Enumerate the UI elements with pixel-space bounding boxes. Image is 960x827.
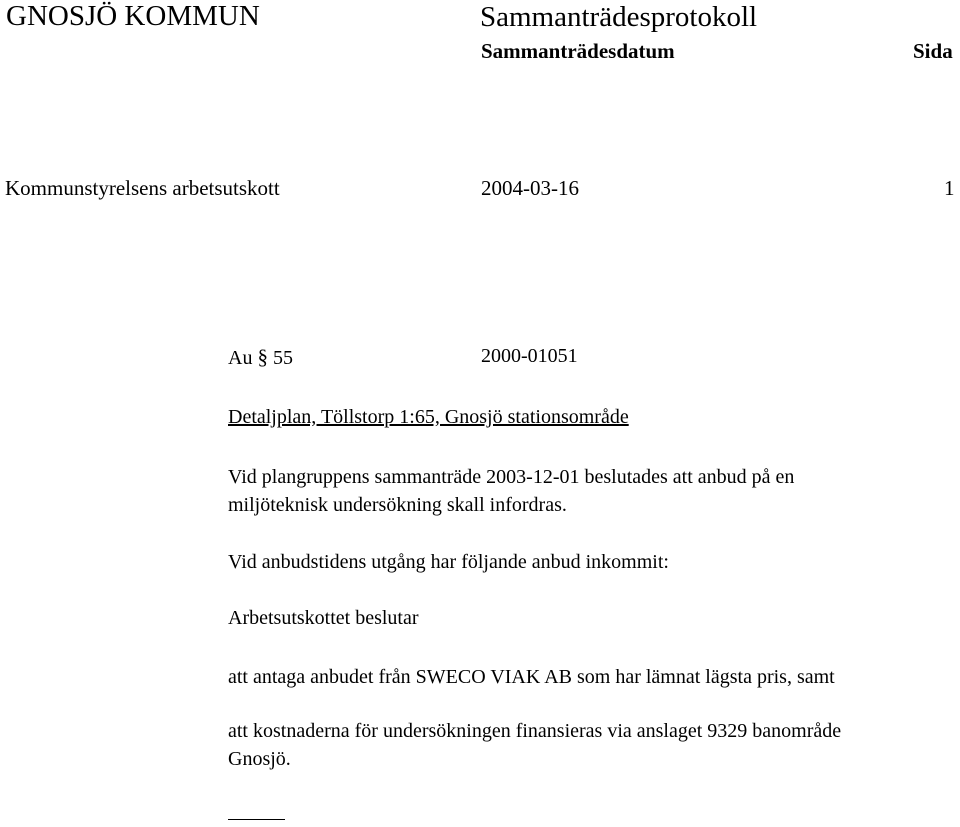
date-label: Sammanträdesdatum — [481, 39, 675, 63]
document-type: Sammanträdesprotokoll — [480, 1, 758, 33]
decision-2-line-2: Gnosjö. — [228, 748, 291, 770]
paragraph-symbol: § — [257, 345, 268, 369]
page-label: Sida — [913, 39, 953, 63]
paragraph-2: Vid anbudstidens utgång har följande anbud inkommit: — [228, 551, 669, 573]
item-title: Detaljplan, Töllstorp 1:65, Gnosjö stationsområde — [228, 406, 629, 428]
case-number: 2000-01051 — [481, 345, 578, 367]
page-number: 1 — [944, 176, 955, 200]
municipality-name: GNOSJÖ KOMMUN — [6, 0, 260, 32]
paragraph-1-line-2: miljöteknisk undersökning skall infordras. — [228, 494, 567, 516]
paragraph-reference — [228, 345, 293, 370]
paragraph-1-line-1: Vid plangruppens sammanträde 2003-12-01 beslutades att anbud på en — [228, 466, 795, 488]
signature-rule — [228, 819, 285, 820]
paragraph-number: 55 — [272, 347, 293, 369]
decision-1: att antaga anbudet från SWECO VIAK AB som har lämnat lägsta pris, samt — [228, 666, 835, 688]
committee-abbreviation: Au — [228, 347, 253, 369]
committee-name: Kommunstyrelsens arbetsutskott — [5, 176, 280, 200]
decision-heading: Arbetsutskottet beslutar — [228, 607, 419, 629]
decision-2-line-1: att kostnaderna för undersökningen finansieras via anslaget 9329 banområde — [228, 720, 842, 742]
meeting-date: 2004-03-16 — [481, 176, 579, 200]
